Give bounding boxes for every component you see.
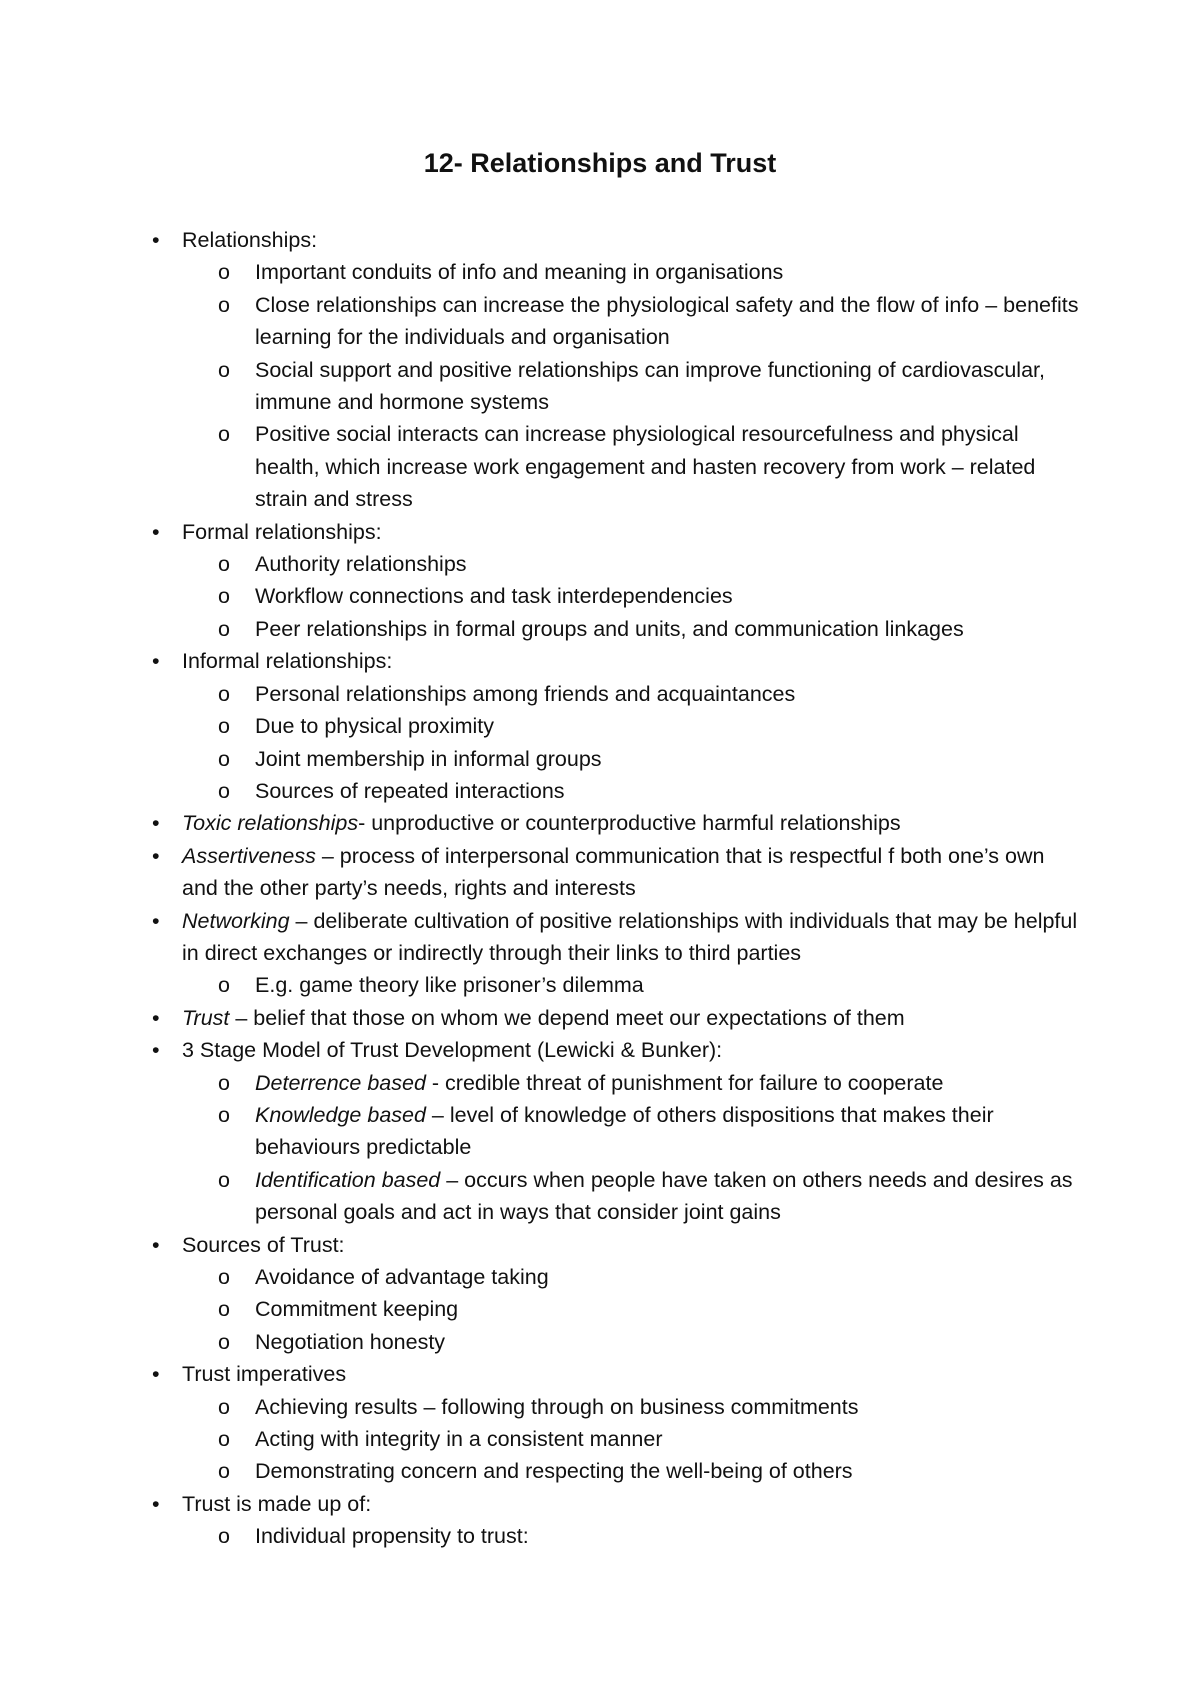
- sub-bullet: o Authority relationships: [255, 548, 1085, 580]
- bullet-trust: [182, 1002, 1082, 1034]
- sub-bullet: o Positive social interacts can increase physiological resourcefulness and physical health, which increase work engagement and hasten recovery from work – related strain and stress: [255, 418, 1085, 515]
- sub-bullet: o Commitment keeping: [255, 1293, 1085, 1325]
- notes-list: [0, 224, 1200, 1553]
- bullet-trust-model: • 3 Stage Model of Trust Development (Lewicki & Bunker):: [182, 1034, 1082, 1066]
- sub-bullet: o Close relationships can increase the physiological safety and the flow of info – benefits learning for the individuals and organisation: [255, 289, 1085, 354]
- term: Toxic relationships: [182, 811, 359, 836]
- bullet-relationships: • Relationships:: [182, 224, 1082, 256]
- term: Identification based: [255, 1167, 441, 1192]
- bullet-sources-of-trust: • Sources of Trust:: [182, 1229, 1082, 1261]
- sub-bullet: o Demonstrating concern and respecting the well-being of others: [255, 1455, 1085, 1487]
- sub-bullet: [255, 1067, 1085, 1099]
- definition: - unproductive or counterproductive harmful relationships: [358, 811, 901, 836]
- sub-bullet: o Negotiation honesty: [255, 1326, 1085, 1358]
- page-title: 12- Relationships and Trust: [423, 148, 777, 178]
- bullet-networking: [182, 905, 1082, 970]
- sub-bullet: o Achieving results – following through on business commitments: [255, 1391, 1085, 1423]
- sub-bullet: o Individual propensity to trust:: [255, 1520, 1085, 1552]
- sub-bullet: o Workflow connections and task interdependencies: [255, 580, 1085, 612]
- definition: – belief that those on whom we depend meet our expectations of them: [229, 1005, 905, 1030]
- sub-bullet: o Important conduits of info and meaning in organisations: [255, 256, 1085, 288]
- sub-bullet: o Avoidance of advantage taking: [255, 1261, 1085, 1293]
- sub-bullet: o Due to physical proximity: [255, 710, 1085, 742]
- definition: – process of interpersonal communication that is respectful f both one’s own and the other party’s needs, rights and interests: [182, 843, 1045, 901]
- sub-bullet: o Social support and positive relationships can improve functioning of cardiovascular, immune and hormone systems: [255, 354, 1085, 419]
- definition: - credible threat of punishment for failure to cooperate: [425, 1070, 944, 1095]
- sub-bullet: o Joint membership in informal groups: [255, 743, 1085, 775]
- bullet-toxic-relationships: [182, 807, 1082, 839]
- bullet-trust-made-up-of: • Trust is made up of:: [182, 1488, 1082, 1520]
- sub-bullet: [255, 1164, 1085, 1229]
- definition: – deliberate cultivation of positive relationships with individuals that may be helpful in direct exchanges or indirectly through their links to third parties: [182, 908, 1078, 965]
- term: Trust: [182, 1005, 230, 1030]
- sub-bullet: o Peer relationships in formal groups and units, and communication linkages: [255, 613, 1085, 645]
- term: Knowledge based: [255, 1102, 426, 1127]
- definition: – level of knowledge of others dispositions that makes their behaviours predictable: [255, 1102, 994, 1160]
- bullet-trust-imperatives: • Trust imperatives: [182, 1358, 1082, 1390]
- sub-bullet: o E.g. game theory like prisoner’s dilemma: [255, 969, 1085, 1001]
- bullet-formal-relationships: • Formal relationships:: [182, 516, 1082, 548]
- term: Assertiveness: [182, 843, 316, 868]
- definition: – occurs when people have taken on others needs and desires as personal goals and act in ways that consider joint gains: [255, 1167, 1073, 1225]
- bullet-informal-relationships: • Informal relationships:: [182, 645, 1082, 677]
- sub-bullet: o Personal relationships among friends and acquaintances: [255, 678, 1085, 710]
- sub-bullet: o Acting with integrity in a consistent manner: [255, 1423, 1085, 1455]
- term: Deterrence based: [255, 1070, 426, 1095]
- term: Networking: [182, 908, 290, 933]
- bullet-assertiveness: [182, 840, 1082, 905]
- sub-bullet: [255, 1099, 1085, 1164]
- sub-bullet: o Sources of repeated interactions: [255, 775, 1085, 807]
